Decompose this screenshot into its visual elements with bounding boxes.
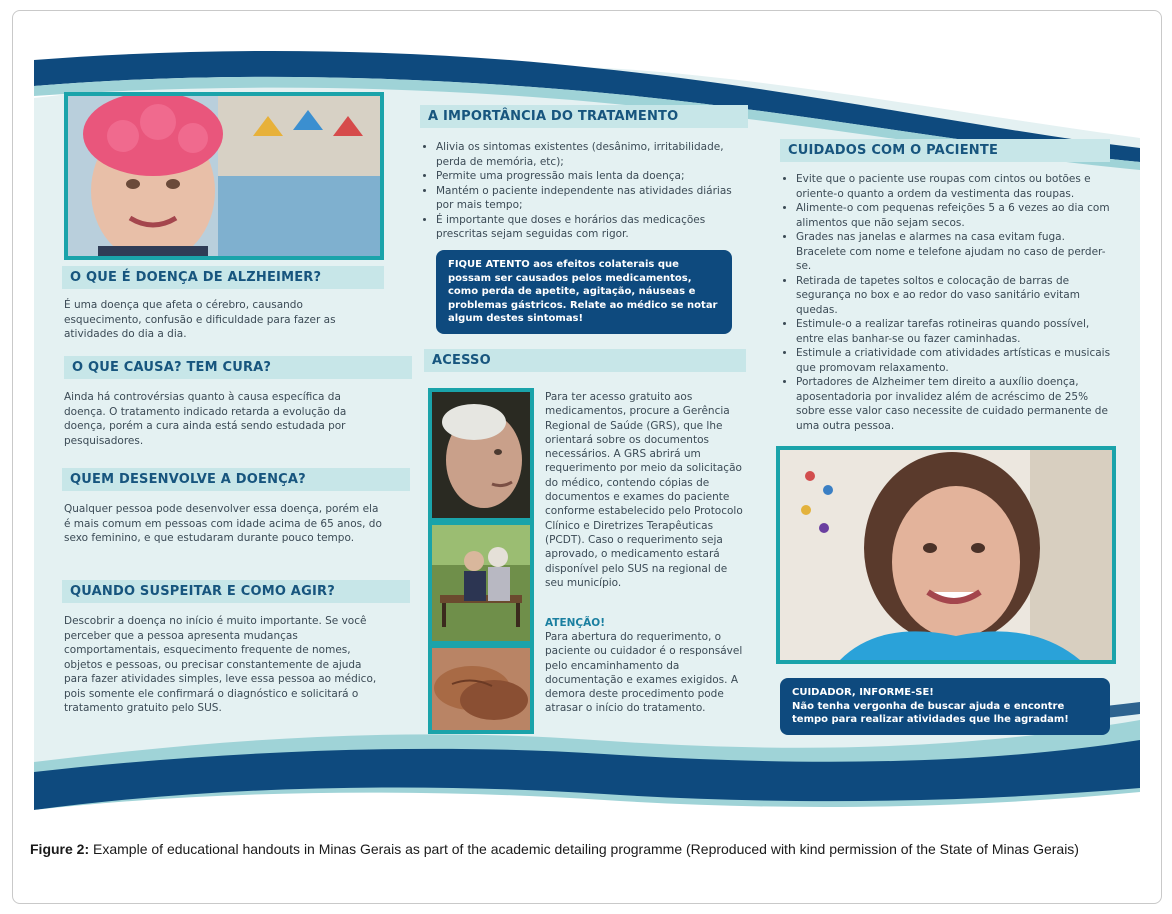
paragraph-when-suspect: Descobrir a doença no início é muito importante. Se você perceber que a pessoa apresenta mudanças comportamentais, esquecimento frequente de nomes, objetos e pessoas, ou precisar constantemente de ajuda para fazer atividades simples, leve essa pessoa ao médico, pois somente ele confirmará o diagnóstico e solicitará o tratamento gratuito pelo SUS. — [64, 615, 377, 714]
elderly-man-photo — [428, 388, 534, 522]
couple-on-bench-photo — [428, 521, 534, 645]
heading-patient-care: CUIDADOS COM O PACIENTE — [780, 139, 1110, 162]
smiling-elderly-woman-photo — [776, 446, 1116, 664]
heading-treatment-importance: A IMPORTÂNCIA DO TRATAMENTO — [420, 105, 748, 128]
elderly-man-illustration — [432, 392, 530, 518]
hands-illustration — [432, 648, 530, 730]
treatment-bullet: • É importante que doses e horários das medicações prescritas sejam seguidas com rigor. — [436, 213, 732, 242]
hands-photo — [428, 644, 534, 734]
smiling-woman-illustration — [780, 450, 1112, 660]
brochure — [34, 50, 1140, 810]
heading-access: ACESSO — [424, 349, 746, 372]
paragraph-what-is-alzheimer: É uma doença que afeta o cérebro, causando esquecimento, confusão e dificuldade para fazer as atividades do dia a dia. — [64, 299, 336, 340]
paragraph-who-develops: Qualquer pessoa pode desenvolver essa doença, porém ela é mais comum em pessoas com idade acima de 65 anos, do sexo feminino, e que estudaram durante pouco tempo. — [64, 503, 382, 544]
paragraph-attention: Para abertura do requerimento, o paciente ou cuidador é o responsável pelo encaminhamento da documentação e exames exigidos. A demora deste procedimento pode atrasar o início do tratamento. — [545, 631, 743, 715]
caption-label: Figure 2: — [30, 841, 90, 857]
side-effects-callout: FIQUE ATENTO aos efeitos colaterais que possam ser causados pelos medicamentos, como perda de apetite, agitação, náuseas e problemas gástricos. Relate ao médico se notar algum destes sintomas! — [436, 250, 732, 334]
heading-what-is-alzheimer: O QUE É DOENÇA DE ALZHEIMER? — [62, 266, 384, 289]
care-bullets — [782, 172, 1112, 433]
heading-when-suspect: QUANDO SUSPEITAR E COMO AGIR? — [62, 580, 410, 603]
care-bullet: • Portadores de Alzheimer tem direito a auxílio doença, aposentadoria por invalidez além de acréscimo de 25% sobre esse valor caso necessite de cuidado permanente de uma outra pessoa. — [796, 375, 1112, 433]
figure-caption — [30, 840, 1145, 859]
heading-who-develops: QUEM DESENVOLVE A DOENÇA? — [62, 468, 410, 491]
heading-cause-cure: O QUE CAUSA? TEM CURA? — [64, 356, 412, 379]
paragraph-access: Para ter acesso gratuito aos medicamentos, procure a Gerência Regional de Saúde (GRS), que lhe orientará sobre os documentos necessários. A GRS abrirá um requerimento por meio da solicitação do médico, contendo cópias de documentos e exames do paciente conforme estabelecido pelo Protocolo Clínico e Diretrizes Terapêuticas (PCDT). Caso o requerimento seja aprovado, o medicamento estará disponível pelo SUS na regional de seu município. — [545, 391, 743, 589]
elderly-woman-swimcap-photo — [64, 92, 384, 260]
treatment-bullet: • Alivia os sintomas existentes (desânimo, irritabilidade, perda de memória, etc); — [436, 140, 732, 169]
treatment-bullets — [422, 140, 732, 242]
caption-text: Example of educational handouts in Minas Gerais as part of the academic detailing programme (Reproduced with kind permission of the State of Minas Gerais) — [89, 841, 1079, 857]
pool-scene-illustration — [68, 96, 380, 256]
care-bullet: • Estimule-o a realizar tarefas rotineiras quando possível, entre elas banhar-se ou fazer caminhadas. — [796, 317, 1112, 346]
caregiver-callout-title: CUIDADOR, INFORME-SE! — [792, 687, 934, 698]
caregiver-callout — [780, 678, 1110, 735]
caregiver-callout-text: Não tenha vergonha de buscar ajuda e encontre tempo para realizar atividades que lhe agradam! — [792, 700, 1069, 725]
attention-title: ATENÇÃO! — [545, 617, 605, 629]
care-bullet: • Alimente-o com pequenas refeições 5 a 6 vezes ao dia com alimentos que não sejam secos. — [796, 201, 1112, 230]
treatment-bullet: • Permite uma progressão mais lenta da doença; — [436, 169, 732, 184]
care-bullet: • Retirada de tapetes soltos e colocação de barras de segurança no box e ao redor do vaso sanitário evitam quedas. — [796, 274, 1112, 318]
paragraph-cause-cure: Ainda há controvérsias quanto à causa específica da doença. O tratamento indicado retarda a evolução da doença, porém a cura ainda está sendo estudada por pesquisadores. — [64, 391, 347, 447]
care-bullet: • Evite que o paciente use roupas com cintos ou botões e oriente-o quanto a ordem da vestimenta das roupas. — [796, 172, 1112, 201]
care-bullet: • Grades nas janelas e alarmes na casa evitam fuga. Bracelete com nome e telefone ajudam no caso de perder-se. — [796, 230, 1112, 274]
treatment-bullet: • Mantém o paciente independente nas atividades diárias por mais tempo; — [436, 184, 732, 213]
couple-bench-illustration — [432, 525, 530, 641]
care-bullet: • Estimule a criatividade com atividades artísticas e musicais que promovam relaxamento. — [796, 346, 1112, 375]
